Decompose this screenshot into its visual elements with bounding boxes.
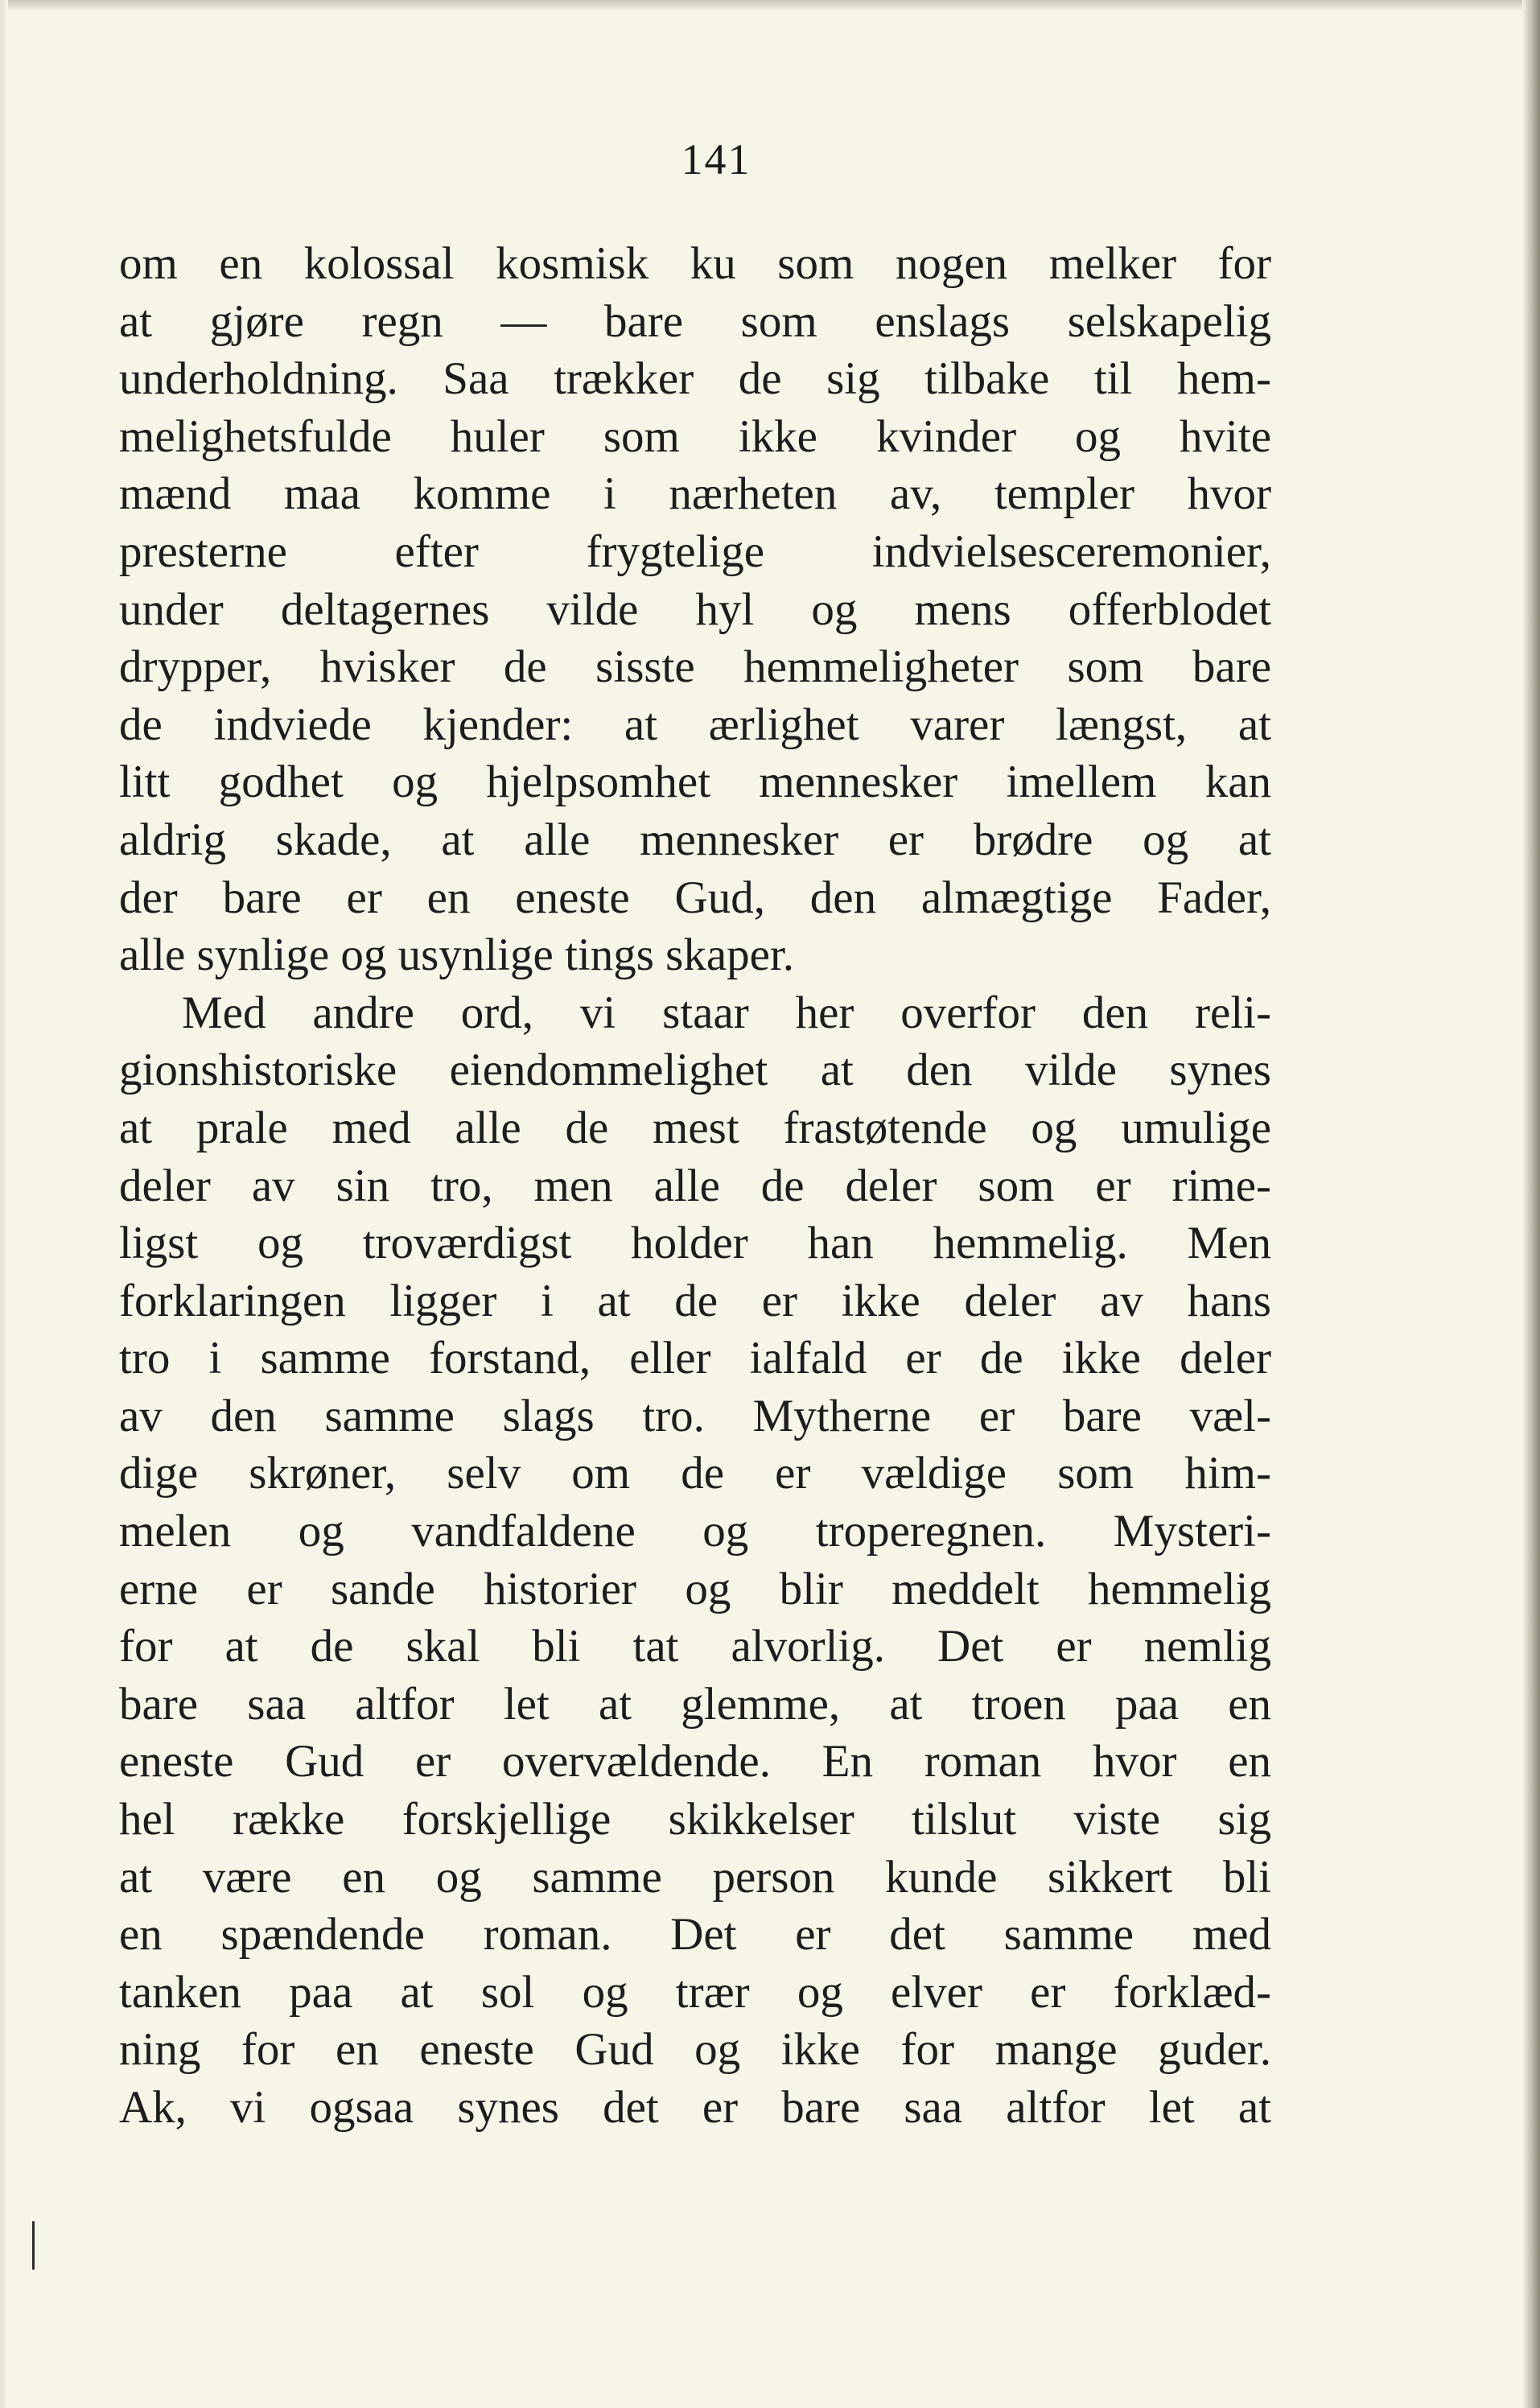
text-line: tro i samme forstand, eller ialfald er de ikke deler bbox=[119, 1333, 1271, 1384]
text-line: hel række forskjellige skikkelser tilslut viste sig bbox=[119, 1794, 1271, 1845]
text-line: at gjøre regn — bare som enslags selskapelig bbox=[119, 295, 1271, 347]
text-line: for at de skal bli tat alvorlig. Det er nemlig bbox=[119, 1621, 1271, 1672]
text-line: de indviede kjender: at ærlighet varer længst, at bbox=[119, 699, 1271, 750]
text-line: aldrig skade, at alle mennesker er brødre og at bbox=[119, 814, 1271, 865]
text-line: forklaringen ligger i at de er ikke deler av hans bbox=[119, 1275, 1271, 1326]
text-line: tanken paa at sol og trær og elver er forklæd- bbox=[119, 1966, 1271, 2018]
text-line: at prale med alle de mest frastøtende og umulige bbox=[119, 1102, 1271, 1153]
text-line: deler av sin tro, men alle de deler som er rime- bbox=[119, 1160, 1271, 1211]
page-right-edge bbox=[1522, 0, 1540, 2408]
paragraph-end-line: alle synlige og usynlige tings skaper. bbox=[119, 930, 795, 981]
text-line: under deltagernes vilde hyl og mens offerblodet bbox=[119, 583, 1271, 635]
text-line: en spændende roman. Det er det samme med bbox=[119, 1909, 1271, 1961]
text-line: melen og vandfaldene og troperegnen. Mysteri- bbox=[119, 1506, 1271, 1557]
text-line: bare saa altfor let at glemme, at troen paa en bbox=[119, 1678, 1271, 1730]
text-line: at være en og samme person kunde sikkert bli bbox=[119, 1851, 1271, 1903]
page-number: 141 bbox=[681, 135, 751, 183]
text-line: litt godhet og hjelpsomhet mennesker imellem kan bbox=[119, 757, 1271, 808]
text-line: ning for en eneste Gud og ikke for mange guder. bbox=[119, 2024, 1271, 2076]
text-line: drypper, hvisker de sisste hemmeligheter som bare bbox=[119, 641, 1271, 693]
text-line: av den samme slags tro. Mytherne er bare væl- bbox=[119, 1390, 1271, 1441]
body-text bbox=[119, 235, 1271, 2137]
text-line: der bare er en eneste Gud, den almægtige Fader, bbox=[119, 872, 1271, 923]
text-line: melighetsfulde huler som ikke kvinder og hvite bbox=[119, 410, 1271, 462]
text-line: Ak, vi ogsaa synes det er bare saa altfor let at bbox=[119, 2082, 1271, 2133]
text-line: mænd maa komme i nærheten av, templer hvor bbox=[119, 468, 1271, 520]
text-line: erne er sande historier og blir meddelt hemmelig bbox=[119, 1563, 1271, 1614]
page-top-edge bbox=[0, 0, 1540, 11]
page-left-edge bbox=[0, 0, 8, 2408]
text-line: om en kolossal kosmisk ku som nogen melker for bbox=[119, 238, 1271, 289]
text-line: dige skrøner, selv om de er vældige som him- bbox=[119, 1448, 1271, 1499]
margin-mark bbox=[32, 2221, 35, 2270]
text-line: underholdning. Saa trækker de sig tilbake til hem- bbox=[119, 353, 1271, 405]
paragraph-start-line: Med andre ord, vi staar her overfor den reli- bbox=[182, 987, 1271, 1038]
text-line: ligst og troværdigst holder han hemmelig. Men bbox=[119, 1218, 1271, 1269]
text-line: presterne efter frygtelige indvielsesceremonier, bbox=[119, 526, 1271, 577]
text-line: gionshistoriske eiendommelighet at den vilde synes bbox=[119, 1045, 1271, 1096]
text-line: eneste Gud er overvældende. En roman hvor en bbox=[119, 1736, 1271, 1787]
